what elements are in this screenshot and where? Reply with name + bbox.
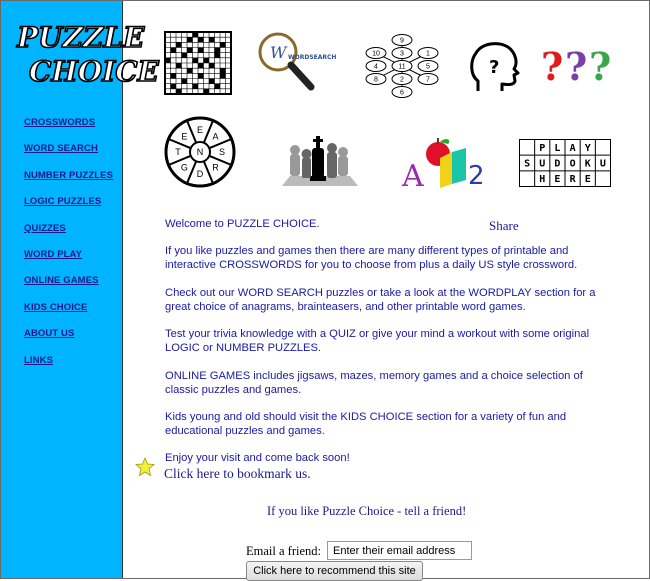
kids-number-2: 2 (468, 161, 485, 191)
email-friend-label: Email a friend: (246, 544, 321, 558)
tell-friend-text: If you like Puzzle Choice - tell a friend! (267, 504, 467, 518)
number-puzzle-value: 8 (374, 76, 378, 84)
sudoku-letter: O (569, 158, 576, 170)
sudoku-letter: D (554, 158, 561, 170)
sidebar-item-number-puzzles (24, 165, 113, 191)
number-puzzle-value: 1 (426, 50, 430, 58)
wordwheel-letter: T (175, 147, 181, 157)
wordwheel-letter: D (196, 169, 204, 179)
nav-link-online-games[interactable]: ONLINE GAMES (24, 275, 99, 287)
quiz-mark-red: ? (541, 44, 564, 89)
paragraph-crosswords: If you like puzzles and games then there are many different types of printable and interactive CROSSWORDS for you to choose from plus a daily US style crossword. (165, 245, 578, 272)
sidebar-item-links (24, 350, 113, 376)
quiz-question-marks-icon[interactable] (538, 44, 612, 89)
nav-link-kids-choice[interactable]: KIDS CHOICE (24, 301, 88, 313)
sudoku-letter: L (554, 142, 561, 154)
logo-line2: CHOICE (29, 55, 159, 88)
number-puzzle-value: 6 (400, 89, 404, 97)
word-wheel-icon[interactable] (164, 116, 236, 188)
sidebar-item-quizzes (24, 218, 113, 244)
sudoku-letter: U (539, 158, 546, 170)
friend-email-input[interactable] (327, 541, 472, 560)
paragraph-enjoy: Enjoy your visit and come back soon! (165, 452, 350, 465)
sudoku-letter: K (584, 158, 591, 170)
puzzle-choice-logo[interactable] (15, 17, 159, 88)
crossword-grid-icon[interactable] (164, 31, 232, 95)
nav-link-number-puzzles[interactable]: NUMBER PUZZLES (24, 169, 114, 181)
sidebar-item-word-search (24, 138, 113, 164)
bookmark-link[interactable]: Click here to bookmark us. (164, 466, 311, 481)
head-question-mark: ? (489, 57, 500, 78)
logo-line1: PUZZLE (17, 21, 145, 54)
sidebar-nav (24, 112, 113, 376)
number-puzzle-value: 2 (400, 76, 404, 84)
wordwheel-letter: S (218, 147, 226, 157)
paragraph-trivia: Test your trivia knowledge with a QUIZ or give your mind a workout with some original LOGIC or NUMBER PUZZLES. (165, 328, 590, 355)
sidebar-item-online-games (24, 270, 113, 296)
quiz-mark-purple: ? (565, 44, 588, 89)
sidebar (1, 1, 159, 578)
wordwheel-letter: R (212, 162, 219, 173)
paragraph-word-search: Check out our WORD SEARCH puzzles or take a look at the WORDPLAY section for a great choice of anagrams, brainteasers, and other printable word games. (165, 286, 596, 313)
main-content (165, 217, 605, 479)
chess-pieces-icon[interactable] (276, 132, 364, 188)
kids-letter-a: A (402, 159, 424, 194)
sudoku-grid-icon[interactable] (519, 139, 611, 187)
sidebar-item-logic-puzzles (24, 191, 113, 217)
recommend-site-button[interactable]: Click here to recommend this site (246, 561, 423, 581)
sudoku-letter: A (569, 142, 576, 154)
paragraph-kids: Kids young and old should visit the KIDS CHOICE section for a variety of fun and educational puzzles and games. (165, 410, 567, 437)
number-puzzle-value: 9 (400, 37, 404, 45)
number-puzzle-value: 5 (426, 63, 430, 71)
sidebar-item-about-us (24, 323, 113, 349)
sudoku-letter: U (599, 158, 606, 170)
number-puzzle-value: 4 (374, 63, 378, 71)
nav-link-crosswords[interactable]: CROSSWORDS (24, 117, 96, 128)
nav-link-logic-puzzles[interactable]: LOGIC PUZZLES (24, 196, 102, 208)
sudoku-letter: P (539, 142, 546, 154)
wordwheel-letter: E (196, 125, 204, 135)
nav-link-links[interactable]: LINKS (24, 354, 53, 366)
sidebar-item-word-play (24, 244, 113, 270)
kids-abc-icon[interactable] (400, 136, 486, 194)
number-puzzle-value: 3 (400, 50, 404, 58)
logic-head-icon[interactable] (468, 39, 520, 93)
sudoku-letter: S (524, 158, 531, 170)
number-puzzle-icon[interactable] (362, 34, 442, 98)
sudoku-letter: E (554, 174, 561, 186)
sudoku-letter: Y (584, 142, 591, 154)
number-puzzle-value: 7 (426, 76, 430, 84)
word-search-magnifier-icon[interactable] (256, 32, 340, 92)
wordwheel-letter: G (180, 162, 188, 173)
paragraph-online-games: ONLINE GAMES includes jigsaws, mazes, memory games and a choice selection of classic puzzles and games. (165, 369, 583, 396)
nav-link-quizzes[interactable]: QUIZZES (24, 222, 66, 234)
quiz-mark-green: ? (589, 44, 612, 89)
number-puzzle-value: 11 (398, 63, 406, 71)
sidebar-item-kids-choice (24, 297, 113, 323)
wordsearch-text: WORDSEARCH (288, 54, 337, 61)
wordwheel-letter: E (181, 131, 188, 142)
welcome-text: Welcome to PUZZLE CHOICE. (165, 218, 320, 230)
wordwheel-letter: A (212, 131, 219, 142)
sudoku-letter: R (569, 174, 576, 186)
nav-link-word-search[interactable]: WORD SEARCH (24, 143, 98, 155)
nav-link-about-us[interactable]: ABOUT US (24, 328, 75, 340)
number-puzzle-value: 10 (372, 50, 380, 58)
share-link[interactable]: Share (489, 218, 519, 233)
sudoku-letter: H (539, 174, 546, 186)
star-icon[interactable] (135, 457, 155, 477)
nav-link-word-play[interactable]: WORD PLAY (24, 248, 83, 260)
sidebar-item-crosswords (24, 112, 113, 138)
wordwheel-center-letter: N (196, 147, 204, 157)
sudoku-letter: E (584, 174, 591, 186)
svg-text:W: W (270, 43, 287, 62)
